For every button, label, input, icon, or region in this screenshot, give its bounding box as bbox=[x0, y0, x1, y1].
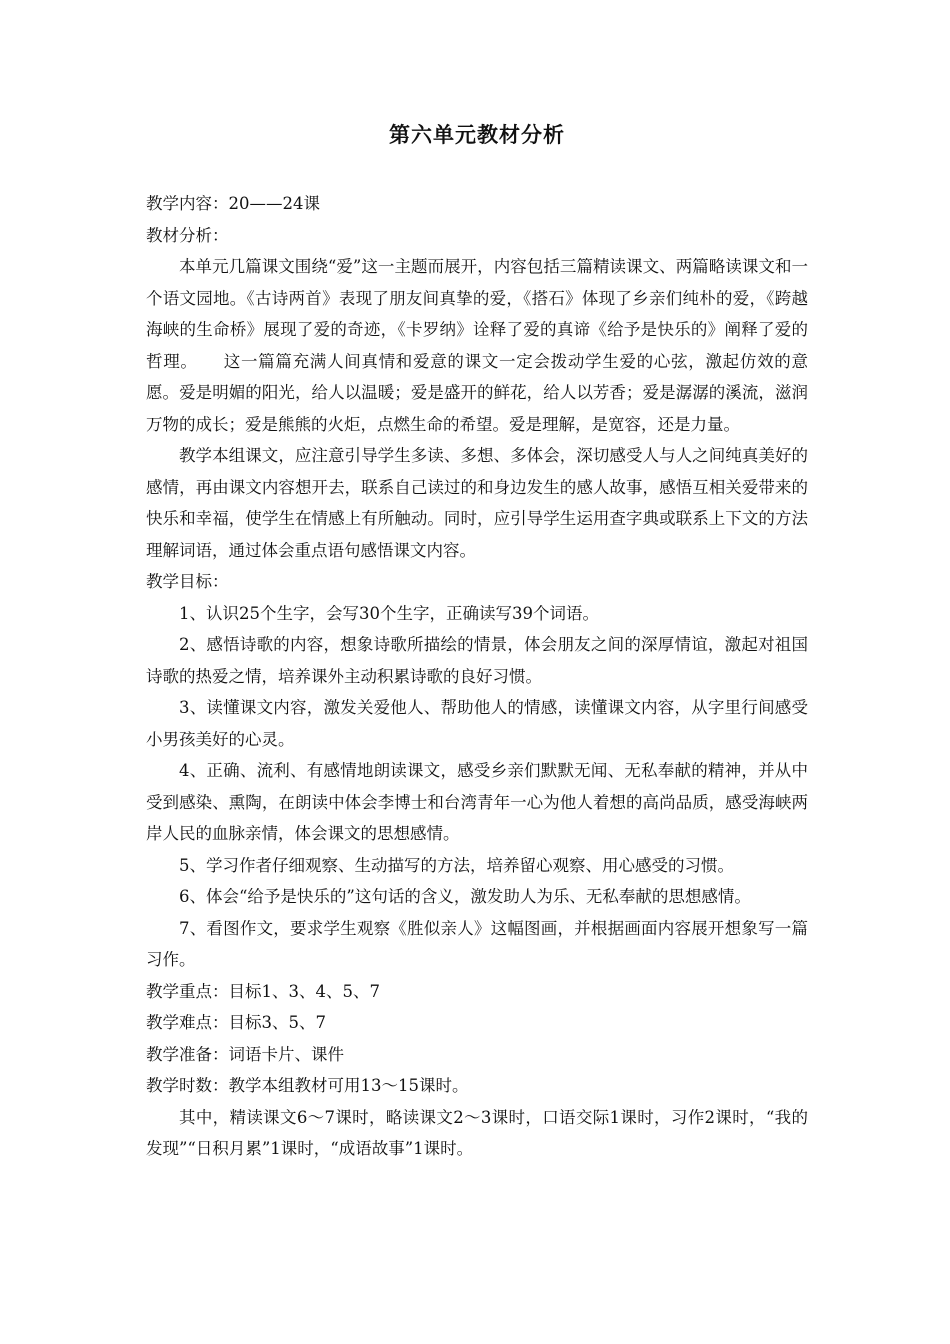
analysis-paragraph-2: 教学本组课文，应注意引导学生多读、多想、多体会，深切感受人与人之间纯真美好的感情，再由课文内容想开去，联系自己读过的和身边发生的感人故事，感悟互相关爱带来的快乐和幸福，使学生在情感上有所触动。同时，应引导学生运用查字典或联系上下文的方法理解词语，通过体会重点语句感悟课文内容。 bbox=[146, 446, 808, 560]
analysis-paragraph-1: 本单元几篇课文围绕“爱”这一主题而展开，内容包括三篇精读课文、两篇略读课文和一个语文园地。《古诗两首》表现了朋友间真挚的爱，《搭石》体现了乡亲们纯朴的爱，《跨越海峡的生命桥》展现了爱的奇迹，《卡罗纳》诠释了爱的真谛《给予是快乐的》阐释了爱的哲理。 这一篇篇充满人间真情和爱意的课文一定会拨动学生爱的心弦，激起仿效的意愿。爱是明媚的阳光，给人以温暖；爱是盛开的鲜花，给人以芳香；爱是潺潺的溪流，滋润万物的成长；爱是熊熊的火炬，点燃生命的希望。爱是理解，是宽容，还是力量。 bbox=[146, 257, 808, 434]
difficulties: 教学难点：目标3、5、7 bbox=[146, 1013, 326, 1032]
material-analysis-heading: 教材分析： bbox=[146, 225, 229, 245]
goal-item-2: 2、感悟诗歌的内容，想象诗歌所描绘的情景，体会朋友之间的深厚情谊，激起对祖国诗歌的热爱之情，培养课外主动积累诗歌的良好习惯。 bbox=[146, 635, 808, 686]
goal-item-6: 6、体会“给予是快乐的”这句话的含义，激发助人为乐、无私奉献的思想感情。 bbox=[179, 887, 751, 906]
goal-item-7: 7、看图作文，要求学生观察《胜似亲人》这幅图画，并根据画面内容展开想象写一篇习作。 bbox=[146, 918, 808, 969]
goals-heading: 教学目标： bbox=[146, 572, 229, 591]
preparation: 教学准备：词语卡片、课件 bbox=[146, 1044, 344, 1064]
teaching-hours: 教学时数：教学本组教材可用13～15课时。 bbox=[146, 1076, 469, 1095]
goal-item-4: 4、正确、流利、有感情地朗读课文，感受乡亲们默默无闻、无私奉献的精神，并从中受到感染、熏陶，在朗读中体会李博士和台湾青年一心为他人着想的高尚品质，感受海峡两岸人民的血脉亲情，体会课文的思想感情。 bbox=[146, 761, 808, 843]
goal-item-3: 3、读懂课文内容，激发关爱他人、帮助他人的情感，读懂课文内容，从字里行间感受小男孩美好的心灵。 bbox=[146, 698, 808, 749]
document-page bbox=[146, 120, 808, 1165]
key-points: 教学重点：目标1、3、4、5、7 bbox=[146, 981, 380, 1001]
goal-item-1: 1、认识25个生字，会写30个生字，正确读写39个词语。 bbox=[179, 603, 599, 623]
goal-item-5: 5、学习作者仔细观察、生动描写的方法，培养留心观察、用心感受的习惯。 bbox=[179, 855, 734, 875]
teaching-hours-detail: 其中，精读课文6～7课时，略读课文2～3课时，口语交际1课时，习作2课时，“我的发现”“日积月累”1课时，“成语故事”1课时。 bbox=[146, 1107, 808, 1158]
teaching-content: 教学内容：20——24课 bbox=[146, 194, 320, 213]
document-title: 第六单元教材分析 bbox=[389, 122, 565, 147]
